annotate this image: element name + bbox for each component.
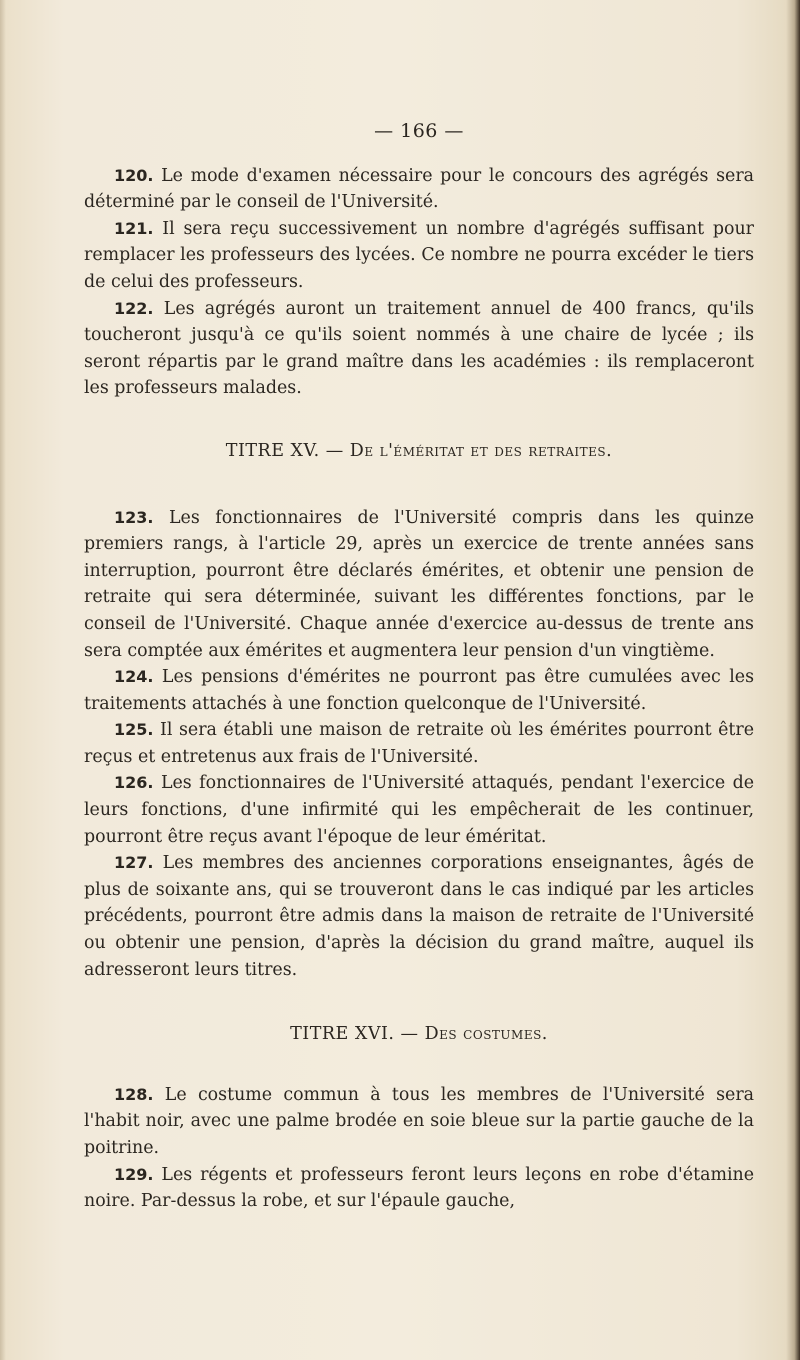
article-number: 126.	[114, 773, 154, 793]
article-129	[84, 1162, 754, 1215]
article-number: 124.	[114, 667, 154, 687]
article-number: 121.	[114, 218, 154, 238]
article-number: 120.	[114, 165, 154, 185]
page-right-edge	[786, 0, 800, 1360]
article-text: Les fonctionnaires de l'Université attaqués, pendant l'exercice de leurs fonctions, d'une infirmité qui les empêcherait de les continuer, pourront être reçus avant l'époque de leur éméritat.	[84, 773, 754, 847]
article-number: 128.	[114, 1084, 154, 1104]
article-128	[84, 1082, 754, 1162]
article-text: Les pensions d'émérites ne pourront pas être cumulées avec les traitements attachés à une fonction quelconque de l'Université.	[84, 667, 754, 714]
article-group-a	[84, 163, 754, 402]
article-group-c	[84, 1082, 754, 1215]
article-text: Le costume commun à tous les membres de l'Université sera l'habit noir, avec une palme brodée en soie bleue sur la partie gauche de la poitrine.	[84, 1084, 755, 1158]
article-120	[84, 163, 754, 216]
article-text: Il sera établi une maison de retraite où les émérites pourront être reçus et entretenus aux frais de l'Université.	[84, 720, 754, 767]
article-text: Les agrégés auront un traitement annuel de 400 francs, qu'ils toucheront jusqu'à ce qu'ils soient nommés à une chaire de lycée ; ils seront répartis par le grand maître dans les académies : ils remplaceront les professeurs malades.	[84, 298, 754, 399]
page-number: — 166 —	[374, 120, 464, 142]
page-left-edge	[0, 0, 6, 1360]
article-text: Le mode d'examen nécessaire pour le concours des agrégés sera déterminé par le conseil de l'Université.	[84, 165, 755, 213]
section-title-sub: De l'éméritat et des retraites.	[349, 440, 613, 461]
section-title-sub: Des costumes.	[424, 1024, 548, 1045]
article-number: 125.	[114, 720, 154, 740]
article-125	[84, 717, 754, 770]
article-122	[84, 296, 754, 402]
section-title-xvi	[84, 1021, 754, 1048]
article-number: 127.	[114, 853, 154, 873]
page-content	[84, 118, 754, 1215]
article-126	[84, 770, 754, 850]
article-127	[84, 850, 754, 983]
section-title-xv	[84, 438, 754, 465]
article-123	[84, 505, 754, 665]
article-text: Les régents et professeurs feront leurs leçons en robe d'étamine noire. Par-dessus la robe, et sur l'épaule gauche,	[84, 1164, 754, 1212]
article-number: 129.	[114, 1164, 154, 1184]
article-group-b	[84, 505, 754, 984]
section-title-main: TITRE XV. —	[225, 440, 344, 461]
section-title-main: TITRE XVI. —	[290, 1024, 419, 1045]
article-number: 123.	[114, 507, 154, 527]
article-text: Il sera reçu successivement un nombre d'agrégés suffisant pour remplacer les professeurs des lycées. Ce nombre ne pourra excéder le tiers de celui des professeurs.	[84, 218, 754, 292]
article-124	[84, 664, 754, 717]
article-121	[84, 216, 754, 296]
article-text: Les fonctionnaires de l'Université compris dans les quinze premiers rangs, à l'article 29, après un exercice de trente années sans interruption, pourront être déclarés émérites, et obtenir une pension de retraite qui sera déterminée, suivant les différentes fonctions, par le conseil de l'Université. Chaque année d'exercice au-dessus de trente ans sera comptée aux émérites et augmentera leur pension d'un vingtième.	[84, 507, 755, 661]
article-text: Les membres des anciennes corporations enseignantes, âgés de plus de soixante ans, qui se trouveront dans le cas indiqué par les articles précédents, pourront être admis dans la maison de retraite de l'Université ou obtenir une pension, d'après la décision du grand maître, auquel ils adresseront leurs titres.	[84, 853, 754, 980]
article-number: 122.	[114, 298, 154, 318]
